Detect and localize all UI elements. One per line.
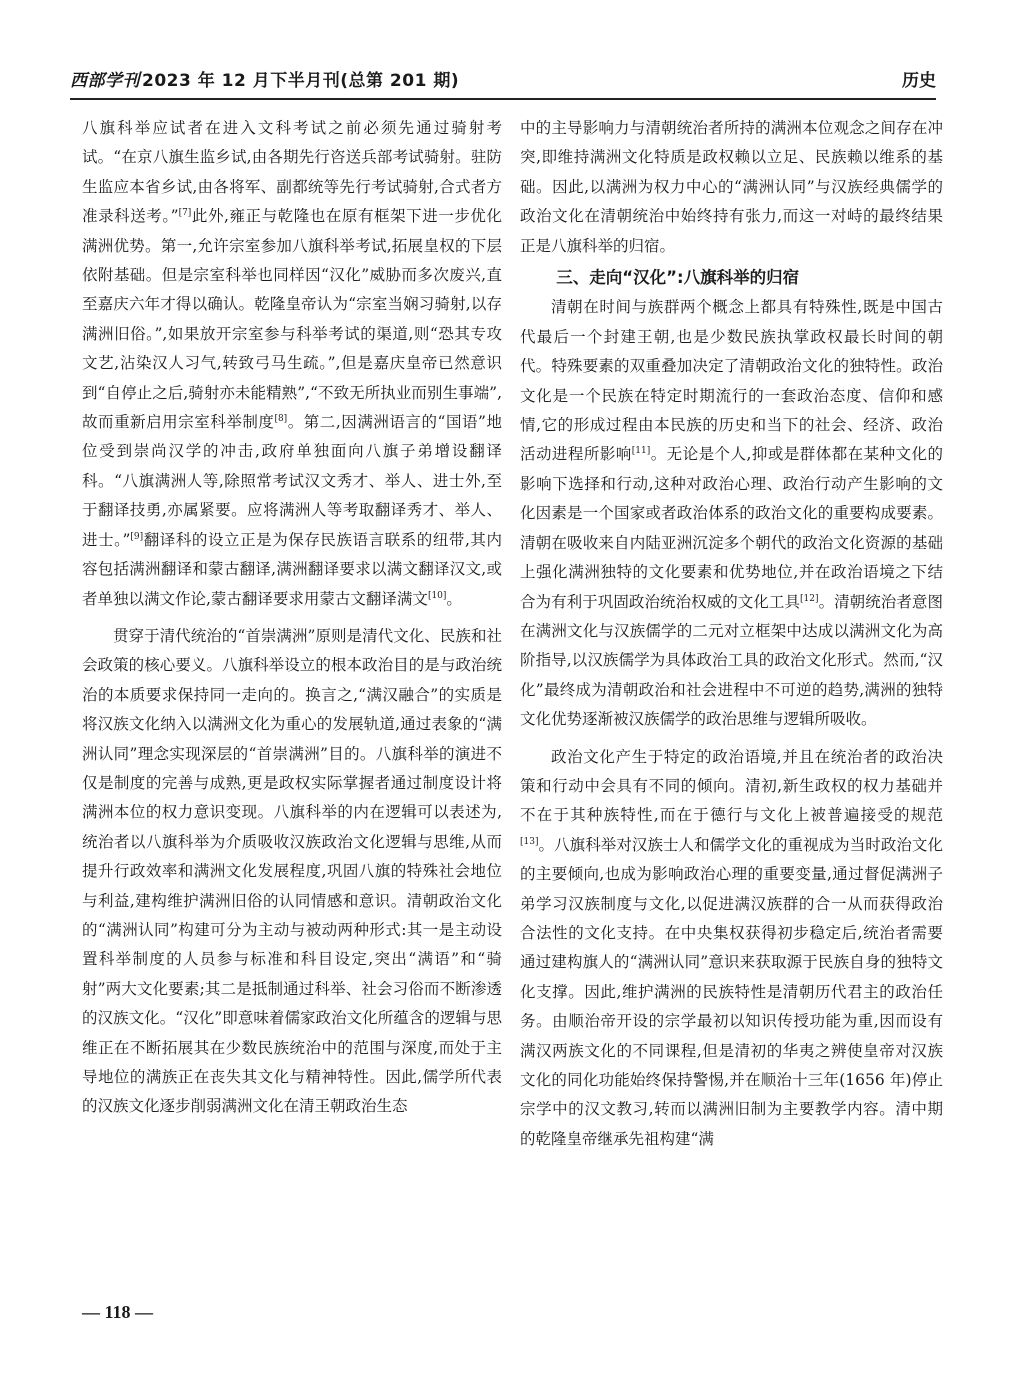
page-number: — 118 — <box>82 1302 154 1322</box>
citation: [13] <box>520 836 539 847</box>
citation: [8] <box>274 413 288 424</box>
page-header <box>70 66 936 100</box>
paragraph: 清朝在时间与族群两个概念上都具有特殊性,既是中国古代最后一个封建王朝,也是少数民族执掌政权最长时间的朝代。特殊要素的双重叠加决定了清朝政治文化的独特性。政治文化是一个民族在特定时期流行的一套政治态度、信仰和感情,它的形成过程由本民族的历史和当下的社会、经济、政治活动进程所影响[11]。无论是个人,抑或是群体都在某种文化的影响下选择和行动,这种对政治心理、政治行动产生影响的文化因素是一个国家或者政治体系的政治文化的重要构成要素。清朝在吸收来自内陆亚洲沉淀多个朝代的政治文化资源的基础上强化满洲独特的文化要素和优势地位,并在政治语境之下结合为有利于巩固政治统治权威的文化工具[12]。清朝统治者意图在满洲文化与汉族儒学的二元对立框架中达成以满洲文化为高阶指导,以汉族儒学为具体政治工具的政治文化形式。然而,“汉化”最终成为清朝政治和社会进程中不可逆的趋势,满洲的独特文化优势逐渐被汉族儒学的政治思维与逻辑所吸收。 <box>520 298 943 729</box>
issue-info: 2023 年 12 月下半月刊(总第 201 期) <box>142 71 460 91</box>
citation: [11] <box>631 446 651 457</box>
right-column <box>520 114 943 1154</box>
paragraph: 八旗科举应试者在进入文科考试之前必须先通过骑射考试。“在京八旗生监乡试,由各期先行咨送兵部考试骑射。驻防生监应本省乡试,由各将军、副都统等先行考试骑射,合式者方准录科送考。”[7]此外,雍正与乾隆也在原有框架下进一步优化满洲优势。第一,允许宗室参加八旗科举考试,拓展皇权的下层依附基础。但是宗室科举也同样因“汉化”威胁而多次废兴,直至嘉庆六年才得以确认。乾隆皇帝认为“宗室当娴习骑射,以存满洲旧俗。”,如果放开宗室参与科举考试的渠道,则“恐其专攻文艺,沾染汉人习气,转致弓马生疏。”,但是嘉庆皇帝已然意识到“自停止之后,骑射亦未能精熟”,“不致无所执业而别生事端”,故而重新启用宗室科举制度[8]。第二,因满洲语言的“国语”地位受到崇尚汉学的冲击,政府单独面向八旗子弟增设翻译科。“八旗满洲人等,除照常考试汉文秀才、举人、进士外,至于翻译技勇,亦属紧要。应将满洲人等考取翻译秀才、举人、进士。”[9]翻译科的设立正是为保存民族语言联系的纽带,其内容包括满洲翻译和蒙古翻译,满洲翻译要求以满文翻译汉文,或者单独以满文作论,蒙古翻译要求用蒙古文翻译满文[10]。 <box>82 119 502 608</box>
citation: [12] <box>800 593 819 604</box>
paragraph: 贯穿于清代统治的“首崇满洲”原则是清代文化、民族和社会政策的核心要义。八旗科举设立的根本政治目的是与政治统治的本质要求保持同一走向的。换言之,“满汉融合”的实质是将汉族文化纳入以满洲文化为重心的发展轨道,通过表象的“满洲认同”理念实现深层的“首崇满洲”目的。八旗科举的演进不仅是制度的完善与成熟,更是政权实际掌握者通过制度设计将满洲本位的权力意识变现。八旗科举的内在逻辑可以表述为,统治者以八旗科举为介质吸收汉族政治文化逻辑与思维,从而提升行政效率和满洲文化发展程度,巩固八旗的特殊社会地位与利益,建构维护满洲旧俗的认同情感和意识。清朝政治文化的“满洲认同”构建可分为主动与被动两种形式:其一是主动设置科举制度的人员参与标准和科目设定,突出“满语”和“骑射”两大文化要素;其二是抵制通过科举、社会习俗而不断渗透的汉族文化。“汉化”即意味着儒家政治文化所蕴含的逻辑与思维正在不断拓展其在少数民族统治中的范围与深度,而处于主导地位的满族正在丧失其文化与精神特性。因此,儒学所代表的汉族文化逐步削弱满洲文化在清王朝政治生态 <box>82 626 502 1116</box>
citation: [10] <box>427 590 447 601</box>
left-column <box>82 114 502 1122</box>
journal-title <box>70 66 459 91</box>
section-heading: 三、走向“汉化”:八旗科举的归宿 <box>556 268 800 288</box>
section-label: 历史 <box>902 71 936 91</box>
citation: [7] <box>178 208 192 219</box>
citation: [9] <box>130 531 144 542</box>
paragraph: 政治文化产生于特定的政治语境,并且在统治者的政治决策和行动中会具有不同的倾向。清初,新生政权的权力基础并不在于其种族特性,而在于德行与文化上被普遍接受的规范[13]。八旗科举对汉族士人和儒学文化的重视成为当时政治文化的主要倾向,也成为影响政治心理的重要变量,通过督促满洲子弟学习汉族制度与文化,以促进满汉族群的合一从而获得政治合法性的文化支持。在中央集权获得初步稳定后,统治者需要通过建构旗人的“满洲认同”意识来获取源于民族自身的独特文化支撑。因此,维护满洲的民族特性是清朝历代君主的政治任务。由顺治帝开设的宗学最初以知识传授功能为重,因而设有满汉两族文化的不同课程,但是清初的华夷之辨使皇帝对汉族文化的同化功能始终保持警惕,并在顺治十三年(1656 年)停止宗学中的汉文教习,转而以满洲旧制为主要教学内容。清中期的乾隆皇帝继承先祖构建“满 <box>520 747 943 1148</box>
paragraph: 中的主导影响力与清朝统治者所持的满洲本位观念之间存在冲突,即维持满洲文化特质是政权赖以立足、民族赖以维系的基础。因此,以满洲为权力中心的“满洲认同”与汉族经典儒学的政治文化在清朝统治中始终持有张力,而这一对峙的最终结果正是八旗科举的归宿。 <box>520 119 943 255</box>
journal-logo: 西部学刊 <box>70 71 140 91</box>
